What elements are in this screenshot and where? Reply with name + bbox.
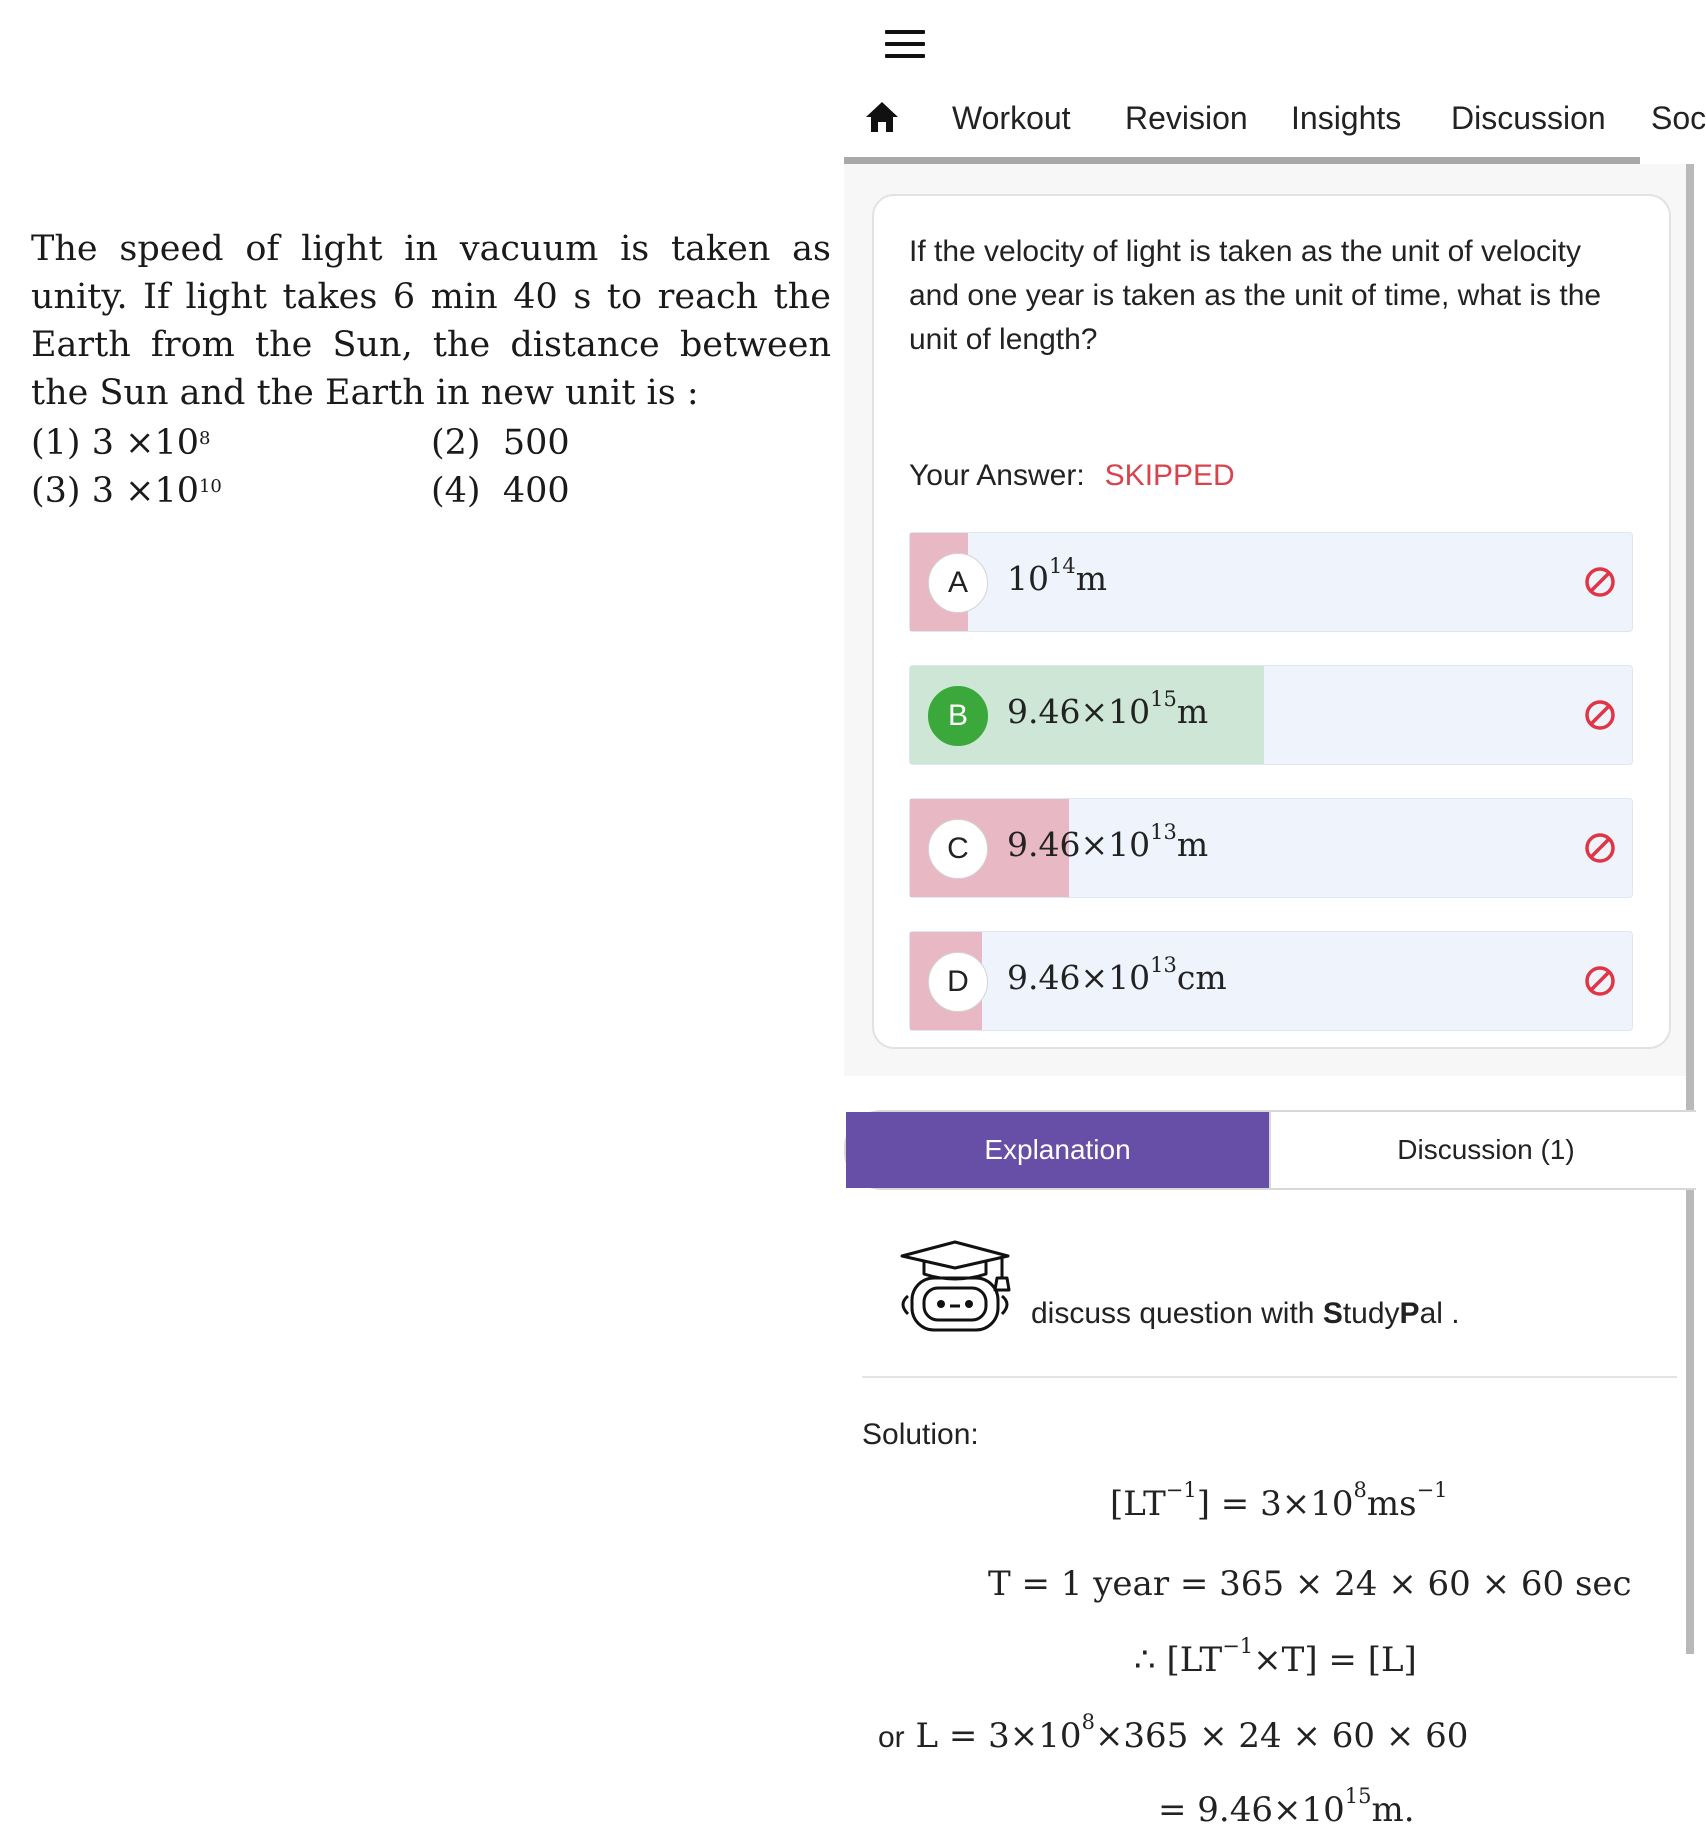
option-d[interactable] xyxy=(909,931,1633,1031)
tab-explanation[interactable]: Explanation xyxy=(846,1112,1269,1188)
studypal-prompt[interactable]: discuss question with StudyPal . xyxy=(1031,1297,1460,1330)
your-answer-label: Your Answer: xyxy=(909,459,1085,492)
option-c-letter: C xyxy=(928,819,988,879)
ban-icon[interactable] xyxy=(1584,832,1616,864)
home-icon[interactable] xyxy=(864,100,900,134)
tab-insights[interactable]: Insights xyxy=(1291,100,1402,136)
option-c-text: $9.46\times 10^{13}m$ xyxy=(1007,820,1209,864)
explanation-discussion-tabs xyxy=(844,1110,1696,1190)
tab-discussion-count[interactable]: Discussion (1) xyxy=(1269,1112,1701,1188)
option-b[interactable] xyxy=(909,665,1633,765)
solution-line-3: ∴ $[LT^{-1}\times T] = [L]$ xyxy=(1134,1634,1417,1680)
solution-line-5: = $9.46\times 10^{15}m$. xyxy=(1158,1784,1415,1830)
ban-icon[interactable] xyxy=(1584,965,1616,997)
option-b-text: $9.46\times 10^{15}m$ xyxy=(1007,687,1209,731)
tab-revision[interactable]: Revision xyxy=(1125,100,1248,136)
source-option-3: (3) $3 \times 10^{10}$ xyxy=(31,471,222,511)
solution-line-1: $[LT^{-1}] = 3\times 10^8ms^{-1}$ xyxy=(1110,1478,1448,1524)
source-option-2: (2) 500 xyxy=(431,423,570,463)
option-b-letter: B xyxy=(928,686,988,746)
tab-workout[interactable]: Workout xyxy=(952,100,1071,136)
question-card xyxy=(872,194,1671,1049)
divider xyxy=(862,1376,1677,1378)
ban-icon[interactable] xyxy=(1584,699,1616,731)
source-question-stem: The speed of light in vacuum is taken as unity. If light takes 6 min 40 s to reach the Earth from the Sun, the distance between the Sun and the Earth in new unit is : xyxy=(31,229,831,413)
source-option-1: (1) $3 \times 10^8$ xyxy=(31,423,211,463)
source-question-options xyxy=(31,419,831,515)
option-d-text: $9.46\times 10^{13}cm$ xyxy=(1007,953,1227,997)
option-a-letter: A xyxy=(928,553,988,613)
menu-icon[interactable] xyxy=(885,30,925,58)
your-answer xyxy=(909,459,1235,493)
option-a[interactable] xyxy=(909,532,1633,632)
your-answer-status: SKIPPED xyxy=(1104,459,1235,492)
source-question xyxy=(31,225,831,515)
option-c[interactable] xyxy=(909,798,1633,898)
top-nav xyxy=(844,96,1706,146)
source-option-4: (4) 400 xyxy=(431,471,570,511)
solution-line-2: T = 1 year = 365 × 24 × 60 × 60 sec xyxy=(988,1564,1632,1604)
question-text: If the velocity of light is taken as the unit of velocity and one year is taken as the unit of time, what is the unit of length? xyxy=(909,235,1602,356)
ban-icon[interactable] xyxy=(1584,566,1616,598)
option-a-text: $10^{14}m$ xyxy=(1007,554,1108,598)
page-scrollbar[interactable] xyxy=(1686,164,1694,1654)
nav-scroll-indicator[interactable] xyxy=(844,157,1640,164)
solution-label: Solution: xyxy=(862,1418,979,1451)
solution-line-4: or $L = 3\times 10^8\times 365 \times 24 \times 60 \times 60$ xyxy=(878,1710,1469,1756)
studypal-bot-icon[interactable] xyxy=(890,1236,1020,1336)
option-d-letter: D xyxy=(928,952,988,1012)
tab-social[interactable]: Soc xyxy=(1651,100,1706,136)
tab-discussion[interactable]: Discussion xyxy=(1451,100,1606,136)
